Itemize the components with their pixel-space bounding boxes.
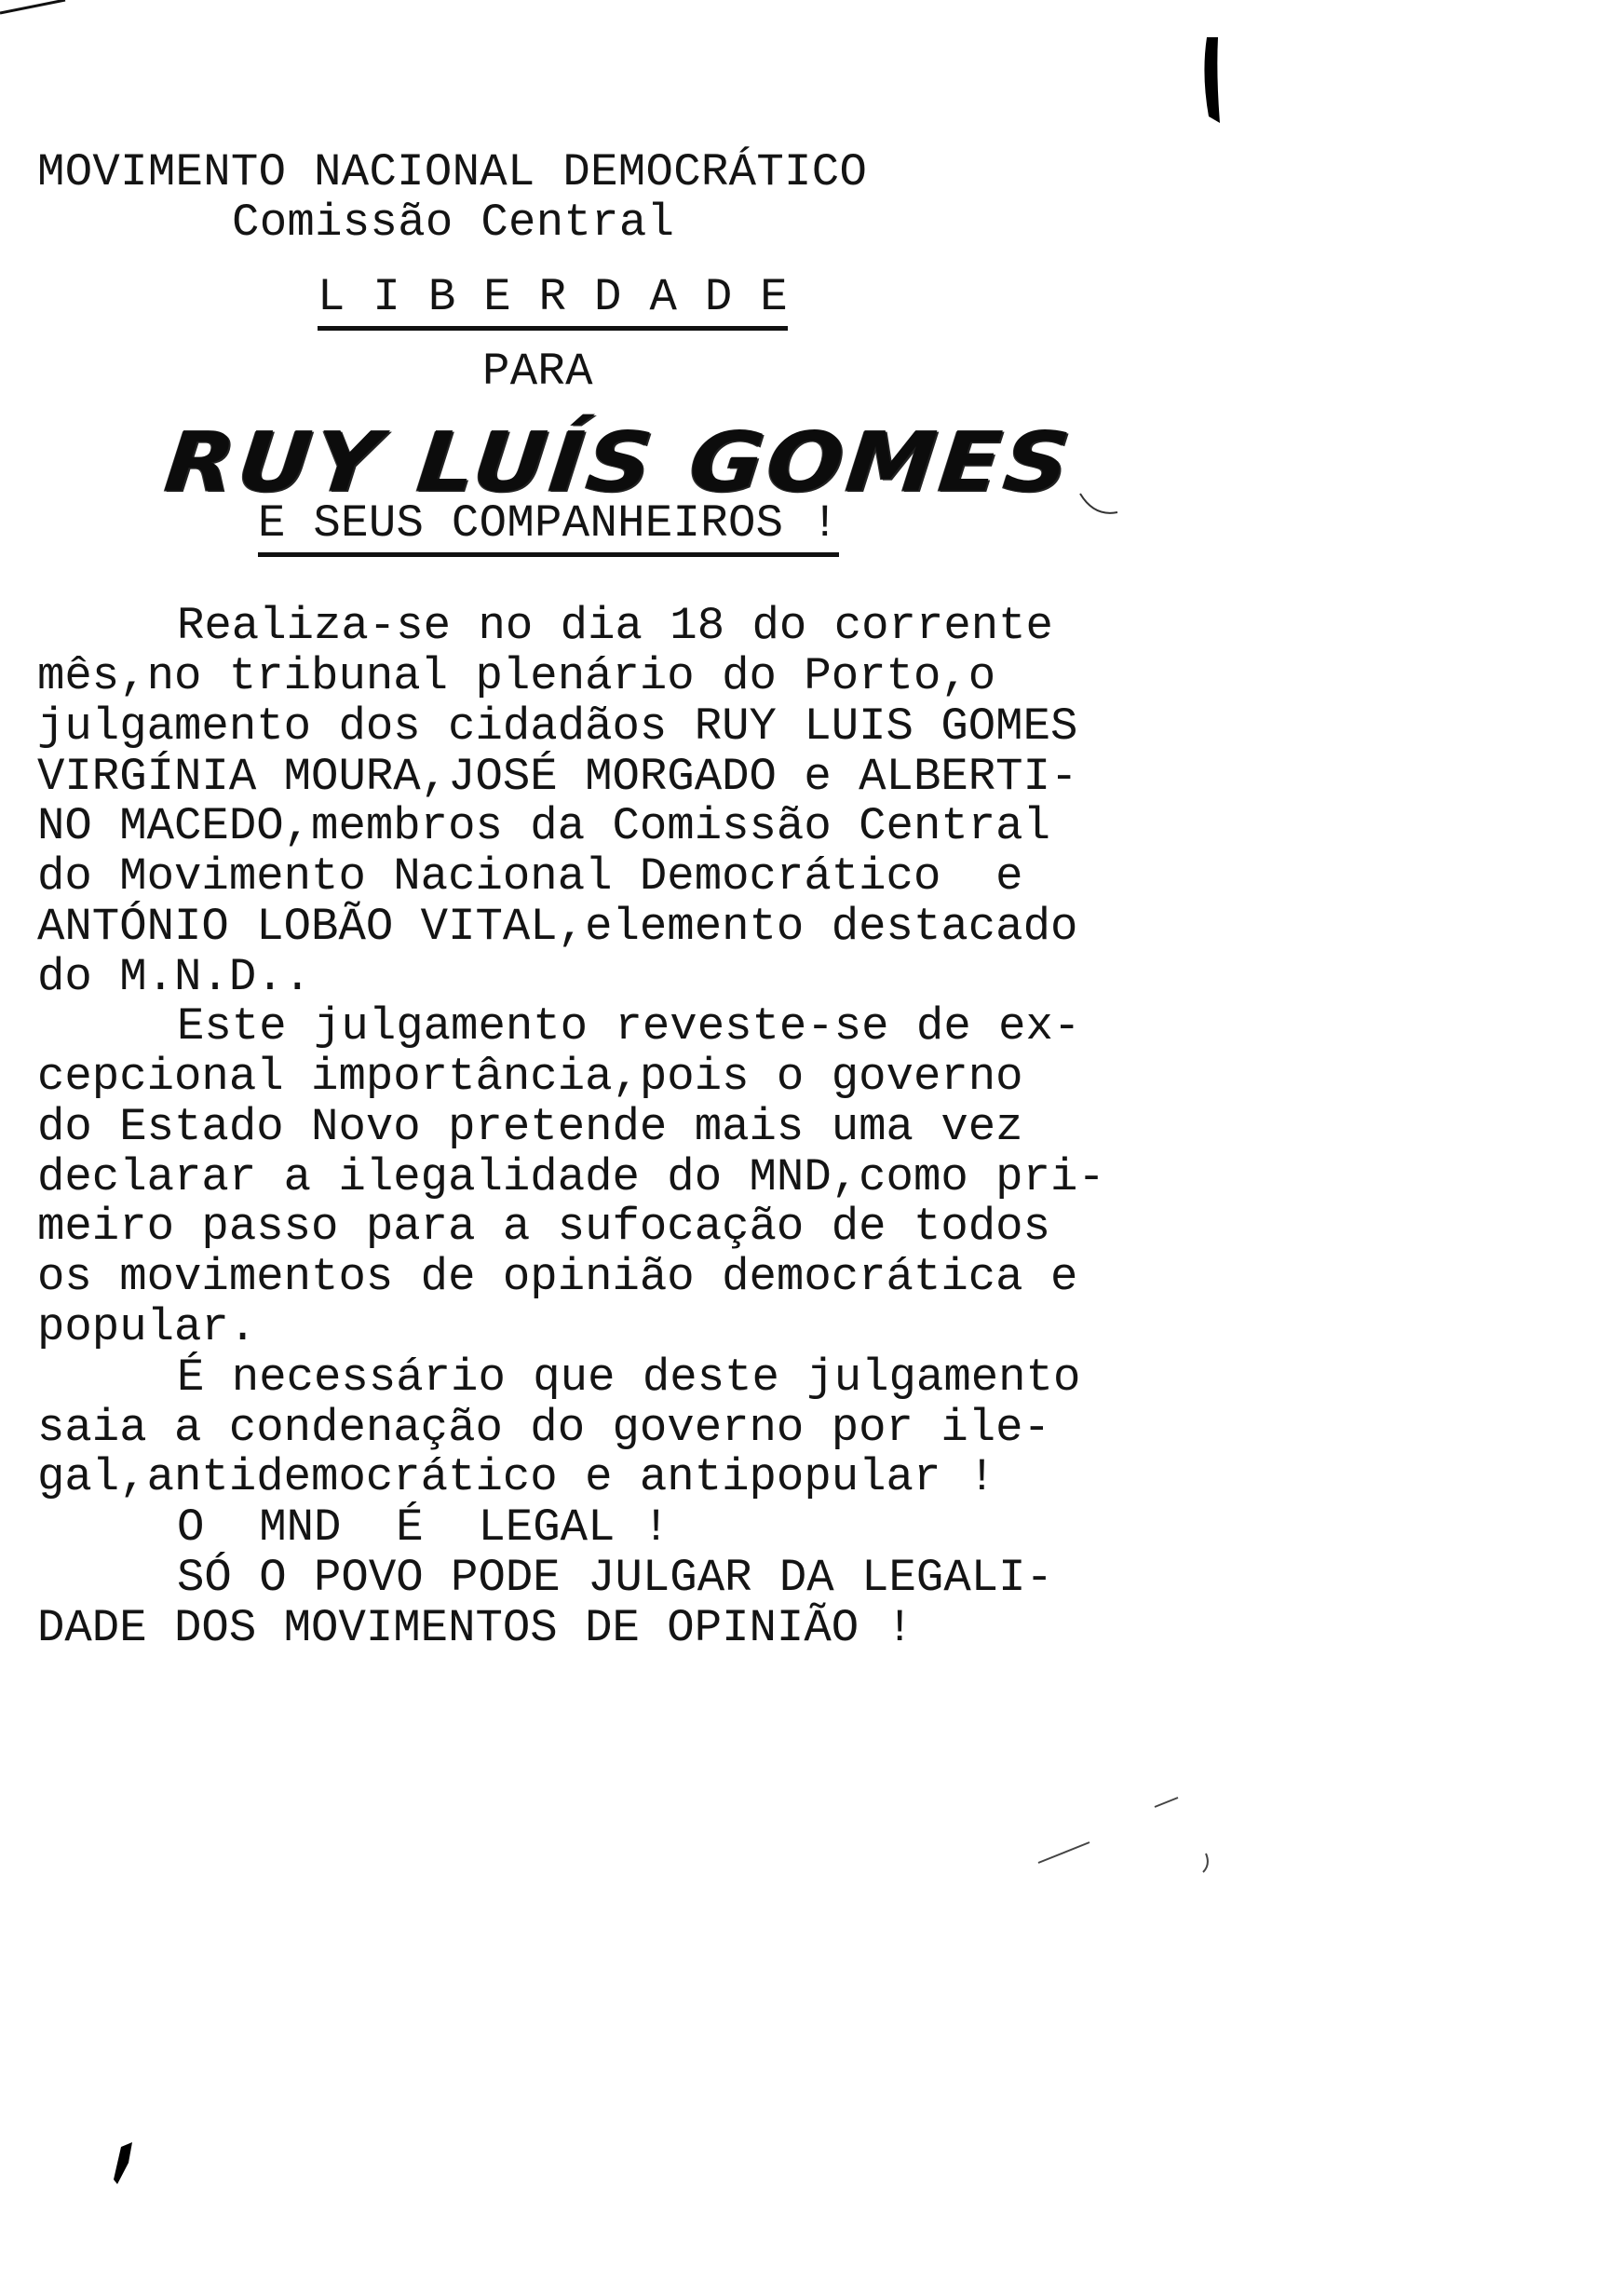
body-line: do M.N.D.. xyxy=(37,951,312,1003)
body-line: É necessário que deste julgamento xyxy=(177,1351,1081,1404)
body-line: mês,no tribunal plenário do Porto,o xyxy=(37,650,996,702)
margin-scratch xyxy=(1038,1798,1208,1872)
companions-subtitle: E SEUS COMPANHEIROS ! xyxy=(258,498,839,557)
body-line: popular. xyxy=(37,1301,257,1353)
liberdade-title: L I B E R D A D E xyxy=(318,272,788,331)
body-line: do Movimento Nacional Democrático e xyxy=(37,850,1023,903)
body-line: ANTÓNIO LOBÃO VITAL,elemento destacado xyxy=(37,901,1078,953)
organization-heading: MOVIMENTO NACIONAL DEMOCRÁTICO xyxy=(37,146,868,198)
body-line: SÓ O POVO PODE JULGAR DA LEGALI- xyxy=(177,1552,1053,1604)
body-line: declarar a ilegalidade do MND,como pri- xyxy=(37,1151,1105,1203)
body-line: NO MACEDO,membros da Comissão Central xyxy=(37,800,1050,852)
body-line: Este julgamento reveste-se de ex- xyxy=(177,1000,1081,1052)
body-line: O MND É LEGAL ! xyxy=(177,1501,670,1554)
body-line: os movimentos de opinião democrática e xyxy=(37,1251,1078,1303)
top-left-streak xyxy=(0,0,65,13)
top-right-ink-mark xyxy=(1204,37,1220,123)
para-text: PARA xyxy=(482,346,593,398)
body-line: VIRGÍNIA MOURA,JOSÉ MORGADO e ALBERTI- xyxy=(37,751,1078,803)
committee-subheading: Comissão Central xyxy=(232,197,675,249)
margin-scratch xyxy=(1080,494,1117,513)
body-line: DADE DOS MOVIMENTOS DE OPINIÃO ! xyxy=(37,1602,914,1654)
body-line: saia a condenação do governo por ile- xyxy=(37,1402,1050,1454)
body-line: cepcional importância,pois o governo xyxy=(37,1051,1023,1103)
body-line: julgamento dos cidadãos RUY LUIS GOMES xyxy=(37,700,1078,753)
featured-name: RUY LUÍS GOMES xyxy=(160,414,1078,510)
body-line: do Estado Novo pretende mais uma vez xyxy=(37,1101,1023,1153)
body-line: Realiza-se no dia 18 do corrente xyxy=(177,600,1053,652)
body-line: meiro passo para a sufocação de todos xyxy=(37,1201,1050,1253)
bottom-left-ink-mark xyxy=(114,2142,132,2184)
body-line: gal,antidemocrático e antipopular ! xyxy=(37,1451,996,1503)
